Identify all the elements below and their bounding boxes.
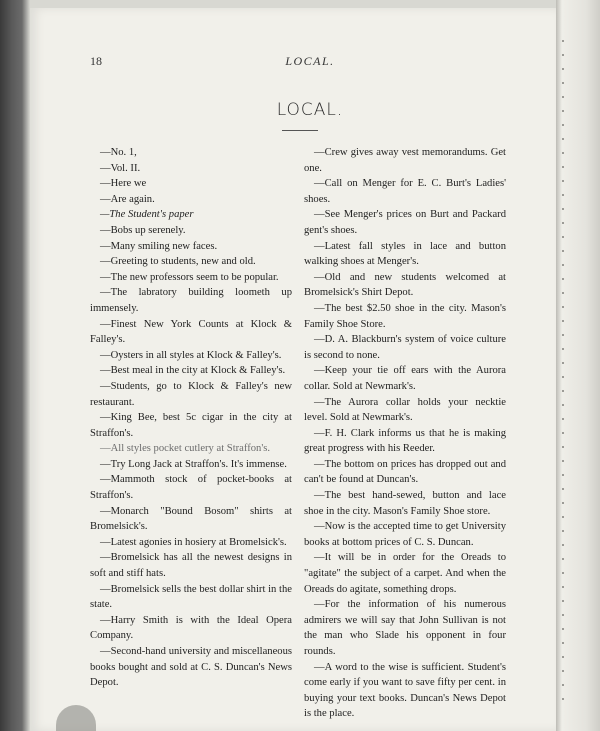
- paragraph: —Harry Smith is with the Ideal Opera Company.: [90, 614, 292, 642]
- paragraph: —No. 1,: [100, 147, 137, 158]
- paragraph: —Bromelsick sells the best dollar shirt in the state.: [90, 583, 292, 611]
- paragraph: —Keep your tie off ears with the Aurora collar. Sold at Newmark's.: [304, 365, 506, 392]
- paragraph: —The labratory building loometh up immensely.: [90, 287, 292, 314]
- paragraph: —The best $2.50 shoe in the city. Mason's Family Shoe Store.: [304, 302, 506, 330]
- paragraph: —Now is the accepted time to get University books at bottom prices of C. S. Duncan.: [304, 521, 506, 548]
- title-rule: [282, 130, 318, 131]
- paragraph: —Mammoth stock of pocket-books at Straffon's.: [90, 474, 292, 502]
- paragraph: —Latest agonies in hosiery at Bromelsick's.: [100, 536, 287, 548]
- paragraph: —The best hand-sewed, button and lace shoe in the city. Mason's Family Shoe store.: [304, 490, 506, 517]
- page-number: 18: [90, 54, 102, 68]
- paragraph: —Monarch "Bound Bosom" shirts at Bromelsick's.: [90, 505, 292, 533]
- paragraph: —Many smiling new faces.: [100, 240, 218, 252]
- paragraph: —It will be in order for the Oreads to "agitate" the subject of a carpet. And when the Oreads do agitate, something drops.: [304, 552, 506, 595]
- paragraph: —The Aurora collar holds your necktie level. Sold at Newmark's.: [304, 396, 506, 424]
- paragraph: —A word to the wise is sufficient. Student's come early if you want to save fifty per cent. in buying your text books. Duncan's News Depot is the place.: [304, 661, 506, 720]
- paragraph: —Crew gives away vest memorandums. Get one.: [304, 147, 506, 174]
- left-column: [90, 145, 292, 691]
- section-title: LOCAL.: [276, 100, 344, 120]
- paragraph: —For the information of his numerous admirers we will say that John Sullivan is not the man who Slade his opponent in four rounds.: [304, 599, 506, 657]
- paragraph: —Greeting to students, new and old.: [100, 256, 256, 268]
- paragraph: —Best meal in the city at Klock & Falley's.: [100, 365, 286, 377]
- paragraph: —All styles pocket cutlery at Straffon's.: [100, 443, 271, 455]
- paragraph: —Are again.: [100, 193, 155, 205]
- paragraph: —The bottom on prices has dropped out and can't be found at Duncan's.: [304, 458, 506, 486]
- paragraph: —King Bee, best 5c cigar in the city at Straffon's.: [90, 412, 292, 439]
- paragraph: —See Menger's prices on Burt and Packard gent's shoes.: [304, 209, 506, 236]
- paragraph: —F. H. Clark informs us that he is making great progress with his Reeder.: [304, 427, 506, 455]
- italic-text: —The Student's paper: [100, 209, 194, 221]
- paragraph: —Students, go to Klock & Falley's new restaurant.: [90, 380, 292, 408]
- paragraph: —D. A. Blackburn's system of voice culture is second to none.: [304, 334, 506, 361]
- paragraph: —Here we: [100, 178, 147, 190]
- paragraph: —Try Long Jack at Straffon's. It's immense.: [100, 458, 287, 470]
- binding-stitch-marks: [562, 40, 564, 700]
- paragraph: [90, 207, 292, 223]
- paragraph: —The new professors seem to be popular.: [100, 271, 279, 283]
- paragraph: —Finest New York Counts at Klock & Falley's.: [90, 318, 292, 346]
- paragraph: —Latest fall styles in lace and button walking shoes at Menger's.: [304, 240, 506, 268]
- paragraph: —Second-hand university and miscellaneous books bought and sold at C. S. Duncan's News Depot.: [90, 646, 292, 689]
- right-column: [304, 145, 506, 722]
- paragraph: —Call on Menger for E. C. Burt's Ladies' shoes.: [304, 178, 506, 205]
- paragraph: —Oysters in all styles at Klock & Falley's.: [100, 349, 282, 361]
- paragraph: —Bromelsick has all the newest designs in soft and stiff hats.: [90, 552, 292, 580]
- paragraph: —Vol. II.: [100, 162, 141, 174]
- paragraph: —Bobs up serenely.: [100, 224, 186, 236]
- paragraph: —Old and new students welcomed at Bromelsick's Shirt Depot.: [304, 271, 506, 299]
- running-head: LOCAL.: [285, 54, 335, 68]
